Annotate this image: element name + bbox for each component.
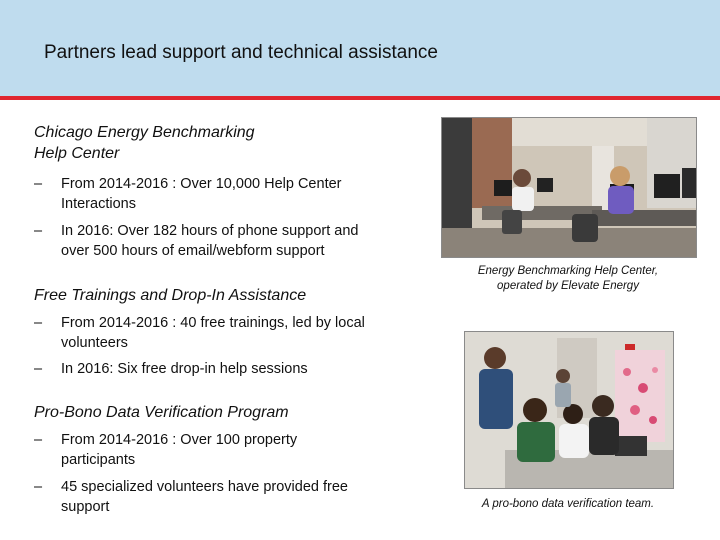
section-title-help-center bbox=[34, 122, 255, 164]
bullet-line: From 2014-2016 : 40 free trainings, led by local bbox=[61, 315, 365, 331]
bullet-line: over 500 hours of email/webform support bbox=[61, 243, 325, 259]
bullet-item bbox=[34, 174, 414, 214]
bullet-dash: – bbox=[34, 361, 43, 377]
bullet-line: volunteers bbox=[61, 335, 128, 351]
bullet-item bbox=[34, 359, 414, 379]
bullet-item bbox=[34, 430, 414, 470]
header-divider bbox=[0, 96, 720, 100]
header-banner bbox=[0, 0, 720, 96]
slide-title: Partners lead support and technical assistance bbox=[44, 42, 438, 63]
verification-team-illustration bbox=[465, 332, 673, 488]
data-verification-photo bbox=[464, 331, 674, 489]
bullet-line: In 2016: Over 182 hours of phone support and bbox=[61, 223, 359, 239]
section-title-line: Free Trainings and Drop-In Assistance bbox=[34, 287, 307, 304]
bullet-dash: – bbox=[34, 176, 43, 192]
caption-line: Energy Benchmarking Help Center, bbox=[477, 265, 659, 277]
bullet-line: Interactions bbox=[61, 196, 136, 212]
bullet-line: support bbox=[61, 499, 110, 515]
caption-line: A pro-bono data verification team. bbox=[481, 498, 655, 510]
section-title-line: Pro-Bono Data Verification Program bbox=[34, 404, 289, 421]
bullet-item bbox=[34, 477, 414, 517]
help-center-caption bbox=[441, 264, 695, 294]
bullet-line: In 2016: Six free drop-in help sessions bbox=[61, 361, 308, 377]
bullet-item bbox=[34, 313, 414, 353]
bullet-dash: – bbox=[34, 315, 43, 331]
bullet-line: From 2014-2016 : Over 100 property bbox=[61, 432, 298, 448]
section-title-trainings bbox=[34, 285, 306, 306]
bullet-dash: – bbox=[34, 432, 43, 448]
bullet-dash: – bbox=[34, 479, 43, 495]
bullet-line: 45 specialized volunteers have provided free bbox=[61, 479, 348, 495]
verification-caption bbox=[441, 497, 695, 512]
section-title-line: Chicago Energy Benchmarking bbox=[34, 124, 255, 141]
caption-line: operated by Elevate Energy bbox=[497, 280, 639, 292]
bullet-line: From 2014-2016 : Over 10,000 Help Center bbox=[61, 176, 342, 192]
section-title-line: Help Center bbox=[34, 145, 120, 162]
bullet-line: participants bbox=[61, 452, 136, 468]
section-title-pro-bono bbox=[34, 402, 289, 423]
help-center-photo bbox=[441, 117, 697, 258]
bullet-item bbox=[34, 221, 414, 261]
bullet-dash: – bbox=[34, 223, 43, 239]
help-center-illustration bbox=[442, 118, 696, 257]
